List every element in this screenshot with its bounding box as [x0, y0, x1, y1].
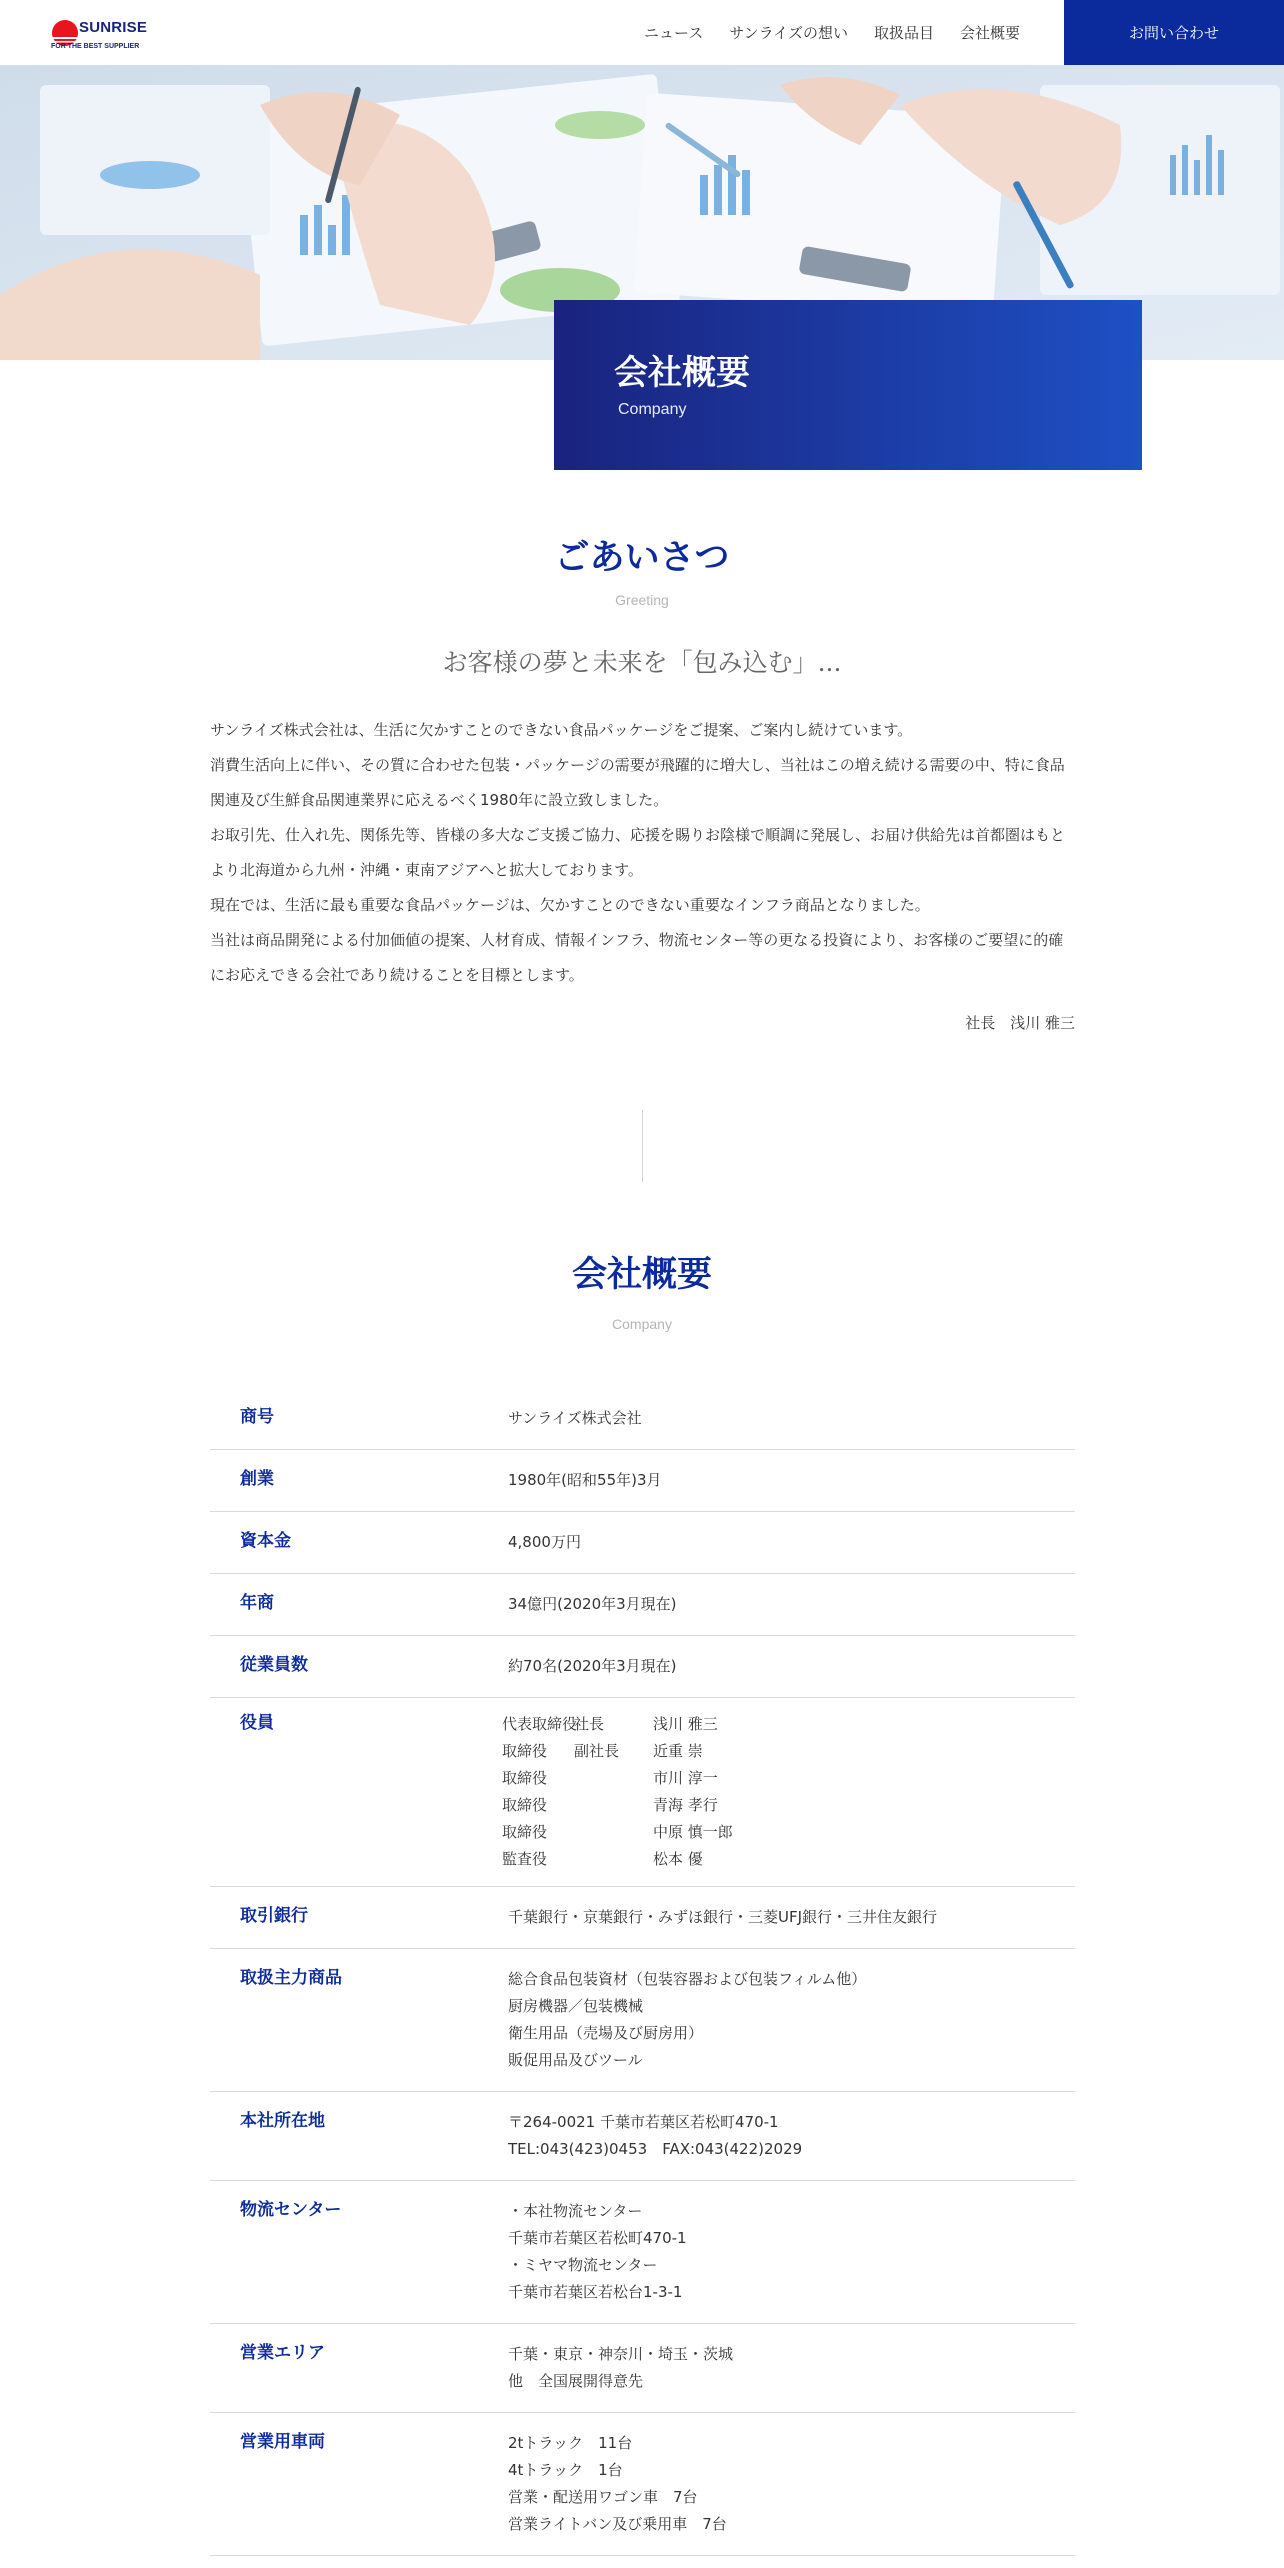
officer-entry [502, 1819, 1075, 1846]
row-label: 営業エリア [240, 2343, 325, 2363]
nav-item-philosophy[interactable]: サンライズの想い [729, 24, 848, 42]
table-row-vehicles [210, 2413, 1075, 2556]
officer-entry [502, 1765, 1075, 1792]
greeting-paragraph: サンライズ株式会社は、生活に欠かすことのできない食品パッケージをご提案、ご案内し続けています。 [210, 721, 913, 739]
value-line: 他 全国展開得意先 [508, 2372, 644, 2390]
company-subtitle: Company [612, 1316, 672, 1332]
officer-entry [502, 1846, 1075, 1873]
page-subtitle: Company [618, 401, 687, 418]
greeting-subtitle: Greeting [615, 592, 669, 608]
nav-item-products[interactable]: 取扱品目 [873, 24, 934, 42]
row-value [508, 2198, 1075, 2306]
officer-title [574, 1792, 653, 1819]
officer-name: 青海 孝行 [653, 1796, 718, 1814]
value-line: 千葉・東京・神奈川・埼玉・茨城 [508, 2345, 734, 2363]
table-row-name [210, 1388, 1075, 1450]
value-line: 総合食品包装資材（包装容器および包装フィルム他） [508, 1970, 867, 1988]
officer-name: 市川 淳一 [653, 1769, 718, 1787]
row-label: 従業員数 [240, 1655, 308, 1675]
row-value [508, 2109, 1075, 2163]
officer-role: 代表取締役 [502, 1715, 578, 1733]
row-value: 34億円(2020年3月現在) [508, 1595, 677, 1613]
table-row-capital [210, 1512, 1075, 1574]
section-divider [642, 1110, 643, 1182]
table-row-logistics [210, 2181, 1075, 2324]
officer-role: 取締役 [502, 1742, 548, 1760]
greeting-paragraph: 当社は商品開発による付加価値の提案、人材育成、情報インフラ、物流センター等の更なる投資により、お客様のご要望に的確にお応えできる会社であり続けることを目標とします。 [210, 931, 1064, 984]
value-line: 4tトラック 1台 [508, 2461, 623, 2479]
officer-name: 松本 優 [653, 1850, 703, 1868]
row-label: 資本金 [240, 1531, 291, 1551]
table-row-sales [210, 1574, 1075, 1636]
greeting-signature: 社長 浅川 雅三 [965, 1014, 1075, 1032]
nav-item-company[interactable]: 会社概要 [959, 24, 1020, 42]
row-label: 創業 [240, 1469, 274, 1489]
global-nav [644, 0, 1020, 65]
value-line: TEL:043(423)0453 FAX:043(422)2029 [508, 2140, 803, 2158]
nav-item-news[interactable]: ニュース [644, 24, 704, 42]
row-value [508, 2341, 1075, 2395]
value-line: ・本社物流センター [508, 2202, 643, 2220]
row-label: 営業用車両 [240, 2432, 325, 2452]
officer-name: 中原 慎一郎 [653, 1823, 733, 1841]
row-label: 物流センター [240, 2200, 342, 2220]
value-line: 〒264-0021 千葉市若葉区若松町470-1 [508, 2113, 779, 2131]
sunrise-logo[interactable] [50, 16, 160, 56]
logo-wordmark: SUNRISE [79, 19, 148, 36]
row-label: 役員 [240, 1713, 274, 1733]
company-info-table [210, 1388, 1075, 2556]
officer-role: 取締役 [502, 1796, 548, 1814]
value-line: 営業・配送用ワゴン車 7台 [508, 2488, 698, 2506]
value-line: 衛生用品（売場及び厨房用） [508, 2024, 704, 2042]
table-row-area [210, 2324, 1075, 2413]
row-label: 商号 [240, 1407, 274, 1427]
greeting-title: ごあいさつ [554, 537, 730, 578]
table-row-products [210, 1949, 1075, 2092]
table-row-employees [210, 1636, 1075, 1698]
officer-title [574, 1819, 653, 1846]
greeting-body [210, 713, 1075, 993]
value-line: 2tトラック 11台 [508, 2434, 633, 2452]
contact-button[interactable]: お問い合わせ [1064, 0, 1284, 65]
officer-title: 社長 [574, 1715, 605, 1733]
officer-role: 取締役 [502, 1769, 548, 1787]
table-row-banks [210, 1887, 1075, 1949]
logo-tagline: FOR THE BEST SUPPLIER [51, 43, 140, 50]
officer-title [574, 1846, 653, 1873]
officer-title: 副社長 [574, 1742, 620, 1760]
row-value: 約70名(2020年3月現在) [508, 1657, 677, 1675]
page-title-box [554, 300, 1142, 470]
officer-name: 浅川 雅三 [653, 1715, 718, 1733]
officer-title [574, 1765, 653, 1792]
value-line: ・ミヤマ物流センター [508, 2256, 658, 2274]
officer-name: 近重 崇 [653, 1742, 703, 1760]
page-title: 会社概要 [614, 353, 750, 393]
table-row-officers [210, 1698, 1075, 1887]
row-value: サンライズ株式会社 [508, 1409, 642, 1427]
row-value [508, 2430, 1075, 2538]
greeting-paragraph: 現在では、生活に最も重要な食品パッケージは、欠かすことのできない重要なインフラ商品となりました。 [210, 896, 930, 914]
officer-role: 取締役 [502, 1823, 548, 1841]
company-title: 会社概要 [571, 1254, 712, 1295]
officer-list [502, 1711, 1075, 1873]
row-value: 千葉銀行・京葉銀行・みずほ銀行・三菱UFJ銀行・三井住友銀行 [508, 1908, 938, 1926]
value-line: 千葉市若葉区若松町470-1 [508, 2229, 687, 2247]
row-label: 取引銀行 [240, 1906, 308, 1926]
greeting-paragraph: お取引先、仕入れ先、関係先等、皆様の多大なご支援ご協力、応援を賜りお陰様で順調に発展し、お届け供給先は首都圏はもとより北海道から九州・沖縄・東南アジアへと拡大しております。 [210, 826, 1066, 879]
greeting-catchphrase: お客様の夢と未来を「包み込む」... [442, 648, 842, 677]
table-row-founded [210, 1450, 1075, 1512]
value-line: 厨房機器／包装機械 [508, 1997, 644, 2015]
value-line: 販促用品及びツール [508, 2051, 643, 2069]
officer-entry [502, 1738, 1075, 1765]
officer-entry [502, 1711, 1075, 1738]
officer-entry [502, 1792, 1075, 1819]
value-line: 営業ライトバン及び乗用車 7台 [508, 2515, 727, 2533]
row-label: 本社所在地 [240, 2111, 325, 2131]
row-value: 1980年(昭和55年)3月 [508, 1471, 662, 1489]
value-line: 千葉市若葉区若松台1-3-1 [508, 2283, 683, 2301]
site-header [0, 0, 1284, 65]
row-label: 年商 [240, 1593, 274, 1613]
row-label: 取扱主力商品 [240, 1968, 342, 1988]
table-row-hq [210, 2092, 1075, 2181]
row-value: 4,800万円 [508, 1533, 581, 1551]
officer-role: 監査役 [502, 1850, 548, 1868]
greeting-paragraph: 消費生活向上に伴い、その質に合わせた包装・パッケージの需要が飛躍的に増大し、当社はこの増え続ける需要の中、特に食品関連及び生鮮食品関連業界に応えるべく1980年に設立致しました。 [210, 756, 1065, 809]
row-value [508, 1966, 1075, 2074]
